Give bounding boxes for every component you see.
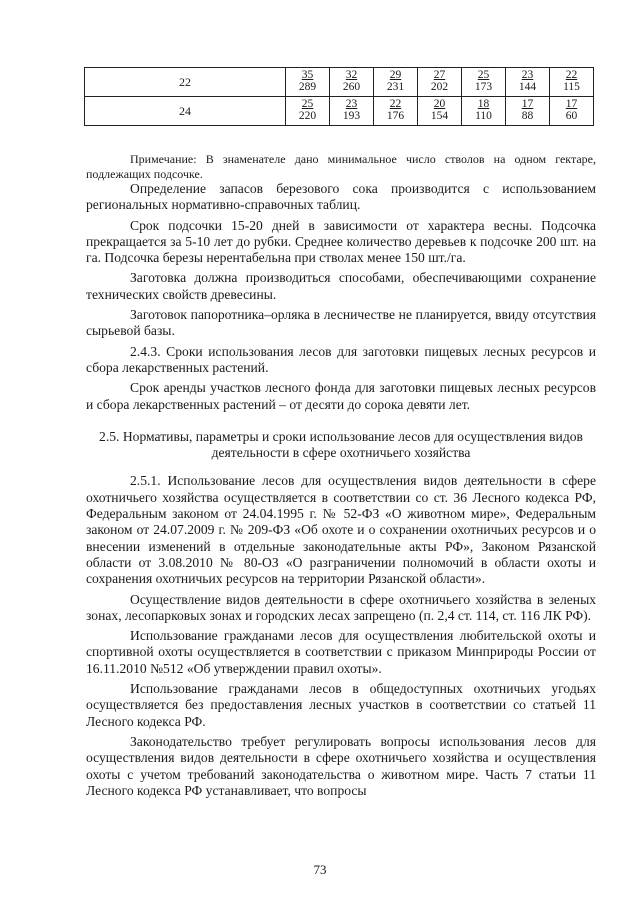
fraction-numerator: 17: [565, 98, 578, 110]
paragraph: Срок подсочки 15-20 дней в зависимости от характера весны. Подсочка прекращается за 5-10 лет до рубки. Среднее количество деревьев к подсочке 200 шт. на га. Подсочка березы нерентабельна при стволах менее 150 шт./га.: [86, 217, 596, 266]
paragraph: Осуществление видов деятельности в сфере охотничьего хозяйства в зеленых зонах, лесопарковых зонах и городских лесах запрещено (п. 2,4 ст. 114, ст. 116 ЛК РФ).: [86, 591, 596, 623]
fraction-denominator: 115: [563, 81, 580, 93]
norms-table: [84, 67, 594, 126]
fraction-numerator: 20: [433, 98, 446, 110]
fraction-denominator: 154: [430, 110, 449, 122]
paragraph: Использование гражданами лесов в общедоступных охотничьих угодьях осуществляется без предоставления лесных участков в соответствии со статьей 11 Лесного кодекса РФ.: [86, 681, 596, 729]
paragraph: Заготовок папоротника–орляка в лесничестве не планируется, ввиду отсутствия сырьевой базы.: [86, 307, 596, 339]
table-cell: [418, 97, 462, 126]
paragraph: Использование гражданами лесов для осуществления любительской охоты и спортивной охоты осуществляется в соответствии с приказом Минприроды России от 16.11.2010 №512 «Об утверждении правил охоты».: [86, 628, 596, 676]
fraction-numerator: 27: [433, 69, 446, 81]
fraction-denominator: 231: [386, 81, 405, 93]
table-cell: [550, 97, 594, 126]
body-text: [86, 181, 596, 803]
fraction-numerator: 32: [345, 69, 358, 81]
table-cell: [286, 97, 330, 126]
table-cell: [506, 97, 550, 126]
fraction-denominator: 289: [298, 81, 317, 93]
table-cell: [330, 68, 374, 97]
fraction-denominator: 110: [475, 110, 492, 122]
table-cell: [330, 97, 374, 126]
fraction-denominator: 176: [386, 110, 405, 122]
fraction-denominator: 88: [521, 110, 534, 122]
fraction-numerator: 18: [477, 98, 490, 110]
fraction-denominator: 220: [298, 110, 317, 122]
table-cell-age: 24: [85, 97, 286, 126]
table-cell-age: 22: [85, 68, 286, 97]
table-row: [85, 97, 594, 126]
paragraph: Законодательство требует регулировать вопросы использования лесов для осуществления видов деятельности в сфере охотничьего хозяйства и осуществления охоты с учетом требований законодательства о животном мире. Часть 7 статьи 11 Лесного кодекса РФ устанавливает, что вопросы: [86, 733, 596, 798]
table-note: Примечание: В знаменателе дано минимальное число стволов на одном гектаре, подлежащих подсочке.: [86, 152, 596, 181]
table-row: [85, 68, 594, 97]
paragraph: Определение запасов березового сока производится с использованием региональных нормативно-справочных таблиц.: [86, 181, 596, 213]
paragraph: Заготовка должна производиться способами, обеспечивающими сохранение технических свойств древесины.: [86, 270, 596, 302]
fraction-numerator: 35: [301, 69, 314, 81]
table-cell: [550, 68, 594, 97]
fraction-numerator: 25: [301, 98, 314, 110]
table-cell: [418, 68, 462, 97]
paragraph: 2.5.1. Использование лесов для осуществления видов деятельности в сфере охотничьего хозяйства осуществляется в соответствии со ст. 36 Лесного кодекса РФ, Федеральным законом от 24.04.1995 г. № 52-ФЗ «О животном мире», Федеральным законом от 24.07.2009 г. № 209-ФЗ «Об охоте и о сохранении охотничьих ресурсов и о внесении изменений в отдельные законодательные акты РФ», Законом Рязанской области от 3.08.2010 № 80-ОЗ «О разграничении полномочий в области охоты и сохранения охотничьих ресурсов на территории Рязанской области».: [86, 473, 596, 587]
fraction-denominator: 60: [565, 110, 578, 122]
table-cell: [286, 68, 330, 97]
fraction-numerator: 25: [477, 69, 490, 81]
table-cell: [506, 68, 550, 97]
fraction-numerator: 17: [521, 98, 534, 110]
fraction-denominator: 173: [474, 81, 493, 93]
section-heading: 2.5. Нормативы, параметры и сроки использование лесов для осуществления видов деятельности в сфере охотничьего хозяйства: [99, 428, 583, 461]
fraction-denominator: 144: [518, 81, 537, 93]
paragraph: Срок аренды участков лесного фонда для заготовки пищевых лесных ресурсов и сбора лекарственных растений – от десяти до сорока девяти лет.: [86, 380, 596, 412]
fraction-numerator: 23: [521, 69, 534, 81]
fraction-denominator: 260: [342, 81, 361, 93]
table-cell: [374, 97, 418, 126]
fraction-denominator: 202: [430, 81, 449, 93]
table-cell: [462, 68, 506, 97]
fraction-numerator: 22: [565, 69, 578, 81]
fraction-numerator: 22: [389, 98, 402, 110]
table-cell: [462, 97, 506, 126]
subsection-heading: 2.4.3. Сроки использования лесов для заготовки пищевых лесных ресурсов и сбора лекарственных растений.: [86, 343, 596, 375]
fraction-numerator: 29: [389, 69, 402, 81]
fraction-denominator: 193: [342, 110, 361, 122]
fraction-numerator: 23: [345, 98, 358, 110]
page-number: 73: [313, 862, 327, 877]
table-cell: [374, 68, 418, 97]
